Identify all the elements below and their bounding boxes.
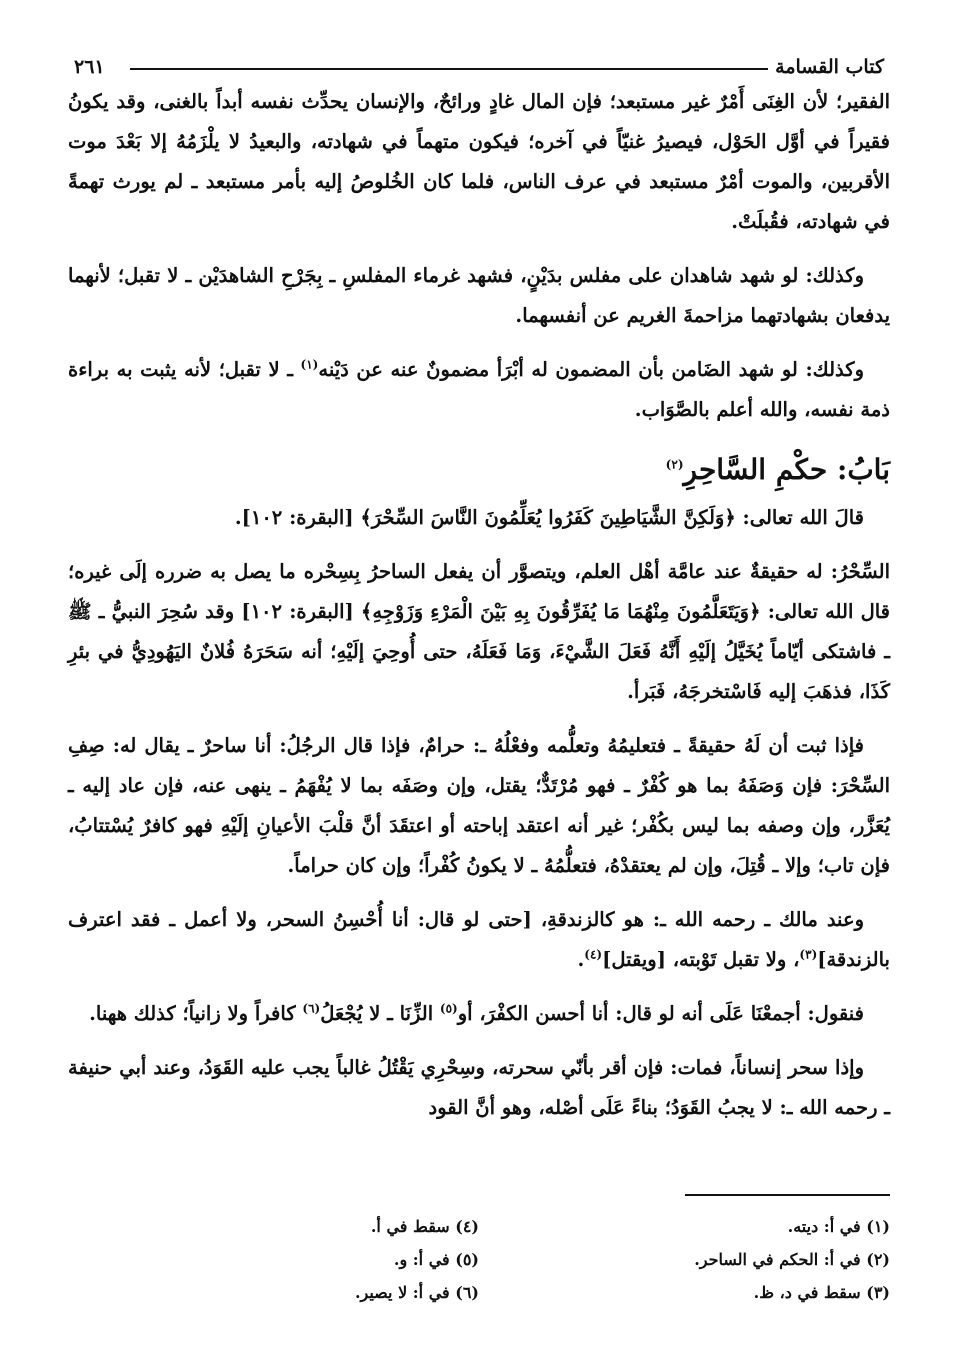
footnote-ref-4: (٤) [584, 947, 603, 962]
chapter-title: بَابُ: حكْمِ السَّاحِرِ [683, 453, 890, 486]
footnotes [68, 1210, 890, 1309]
chapter-heading [68, 448, 890, 492]
footnotes-column-right [479, 1210, 890, 1309]
paragraph-8-text-a: فنقول: أجمعْنَا عَلَى أنه لو قال: أنا أحسن الكفْرَ، أو [457, 1002, 864, 1025]
page-number: ٢٦١ [68, 56, 111, 78]
running-header [68, 38, 890, 82]
paragraph-6: فإذا ثبت أن لَهُ حقيقةً ـ فتعليمُهُ وتعلُّمه وفعْلُهُ ـ: حرامٌ، فإذا قال الرجُلُ: أنا ساحرٌ ـ يقال له: صِفِ السِّحْرَ: فإن وَصَفَهُ بما هو كُفْرٌ ـ فهو مُرْتَدٌّ؛ يقتل، وإن وصَفَه بما لا يُفْهَمُ ـ ينهى عنه، فإن عاد إليه ـ يُعَزَّر، وإن وصفه بما ليس بكُفْر؛ غير أنه اعتقد إباحته أو اعتقَدَ أنَّ قلْبَ الأعيانِ إلَيْهِ فهو كافرٌ يُسْتتابُ، فإن تاب؛ وإلا ـ قُتِلَ، وإن لم يعتقدْهُ، فتعلُّمُهُ ـ لا يكونُ كُفْراً؛ وإن كان حراماً. [68, 734, 890, 877]
footnote-3: (٣) سقط في د، ظ. [753, 1283, 890, 1302]
paragraph-8-text-b: الزِّنَا ـ لا يُجْعَلُ [320, 1002, 440, 1025]
paragraph-9: وإذا سحر إنساناً، فمات: فإن أقر بأنّي سحرته، وسِحْرِي يَقْتُلُ غالباً يجب عليه القَوَدُ، وعند أبي حنيفة ـ رحمه الله ـ: لا يجبُ القَوَدُ؛ بناءً عَلَى أصْله، وهو أنَّ القود [68, 1056, 890, 1119]
paragraph-3-text-b: ـ لا تقبل؛ لأنه يثبت به براءة ذمة نفسه، والله أعلم بالصَّوَاب. [68, 358, 890, 421]
footnote-ref-1: (١) [300, 357, 319, 372]
paragraph-5: السِّحْرُ: له حقيقةٌ عند عامَّة أهْل العلم، ويتصوَّر أن يفعل الساحرُ بِسِحْره ما يصل به ضرره إلَى غيره؛ قال الله تعالى: ﴿وَيَتَعَلَّمُونَ مِنْهُمَا مَا يُفَرِّقُونَ بِهِ بَيْنَ الْمَرْءِ وَزَوْجِهِ﴾ [البقرة: ١٠٢] وقد سُحِرَ النبيُّ ـ ﷺ ـ فاشتكى أيّاماً يُخَيَّلُ إلَيْهِ أَنَّهُ فَعَلَ الشَّيْءَ، وَمَا فَعَلَهُ، حتى أُوحِيَ إلَيْهِ؛ أنه سَحَرَهُ فُلانٌ اليَهُودِيُّ في بئرِ كَذَا، فذهَبَ إليه فَاسْتخرجَهُ، فَبَرأ. [68, 560, 891, 703]
paragraph-7-text-b: ، ولا تقبل تَوْبته، [ويقتل] [602, 948, 800, 971]
footnote-1: (١) في أ: ديته. [787, 1217, 890, 1236]
paragraph-3 [68, 350, 890, 430]
paragraph-1: الفقير؛ لأن الغِنَى أَمْرٌ غير مستبعد؛ فإن المال غادٍ ورائحٌ، والإنسان يحدِّث نفسه أبداً بالغنى، وقد يكونُ فقيراً في أوَّل الحَوْل، فيصيرُ غنيّاً في آخره؛ فيكون متهماً في شهادته، والبعيدُ لا يلْزَمُهُ إلا بَعْدَ موت الأقربين، والموت أمْرٌ مستبعد في عرف الناس، فلما كان الخُلوصُ إليه بأمر مستبعد ـ لم يورث تهمةً في شهادته، فقُبلَتْ. [68, 90, 890, 233]
paragraph-8-text-c: كافراً ولا زانياً؛ كذلك ههنا. [89, 1002, 303, 1025]
footnote-ref-6: (٦) [302, 1001, 321, 1016]
footnote-ref-5: (٥) [439, 1001, 458, 1016]
main-text [68, 82, 890, 1128]
footnote-5: (٥) في أ: و. [393, 1250, 479, 1269]
paragraph-7-text-a: وعند مالك ـ رحمه الله ـ: هو كالزندقةِ، [حتى لو قال: أنا أُحْسِنُ السحر، ولا أعمل ـ فقد اعترف بالزندقة] [68, 908, 890, 971]
footnote-6: (٦) في أ: لا يصير. [354, 1283, 479, 1302]
paragraph-3-text-a: وكذلك: لو شهد الضَامن بأن المضمون له أبْرَأ مضمونٌ عنه عن دَيْنه [318, 358, 864, 381]
paragraph-8 [68, 994, 890, 1034]
book-title: كتاب القسامة [769, 56, 890, 78]
paragraph-7 [68, 900, 890, 980]
paragraph-2: وكذلك: لو شهد شاهدان على مفلس بدَيْنٍ، فشهد غرماء المفلسِ ـ بِجَرْحِ الشاهدَيْن ـ لا تقبل؛ لأنهما يدفعان بشهادتهما مزاحمةَ الغريم عن أنفسهما. [68, 264, 890, 327]
paragraph-4: قالَ الله تعالى: ﴿وَلَكِنَّ الشَّيَاطِينَ كَفَرُوا يُعَلِّمُونَ النَّاسَ السِّحْرَ﴾ [البقرة: ١٠٢]. [234, 506, 864, 529]
footnote-2: (٢) في أ: الحكم في الساحر. [694, 1250, 890, 1269]
footnote-4: (٤) سقط في أ. [370, 1217, 479, 1236]
footnotes-column-left [68, 1210, 479, 1309]
paragraph-7-text-c: . [577, 948, 585, 971]
footnote-ref-2: (٢) [665, 457, 684, 472]
footnote-separator [685, 1194, 890, 1196]
book-page [68, 38, 891, 1302]
header-rule [130, 68, 768, 70]
footnote-ref-3: (٣) [799, 947, 818, 962]
